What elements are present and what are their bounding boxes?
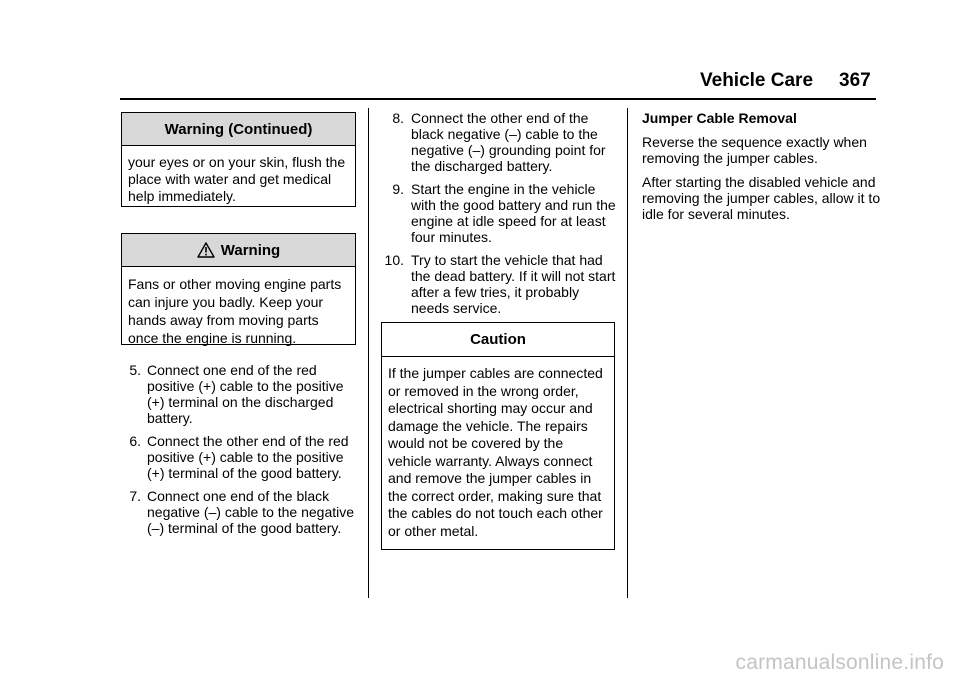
warning-continued-title: Warning (Continued): [122, 113, 355, 146]
section-title: Vehicle Care: [700, 70, 814, 91]
caution-text: If the jumper cables are connected or removed in the wrong order, electrical shorting may occur and damage the vehicle. The repairs would not be covered by the vehicle warranty. Always connect and remove the jumper cables in the correct order, making sure that the cables do not touch each other or other metal.: [388, 365, 603, 539]
step-number: 5.: [129, 362, 141, 378]
step-number: 6.: [129, 433, 141, 449]
step-text: Connect one end of the black negative (–) cable to the negative (–) terminal of the good battery.: [147, 488, 355, 536]
caution-box: [381, 322, 615, 550]
section-heading: Jumper Cable Removal: [642, 110, 797, 126]
steps-list-col2: [384, 110, 616, 323]
paragraph: After starting the disabled vehicle and removing the jumper cables, allow it to idle for several minutes.: [642, 174, 881, 222]
caution-title: Caution: [382, 323, 614, 357]
warning-title: Warning: [220, 241, 281, 259]
watermark: carmanualsonline.info: [735, 651, 944, 674]
warning-continued-box: [121, 112, 356, 207]
page-number: 367: [839, 70, 871, 91]
step-text: Connect one end of the red positive (+) cable to the positive (+) terminal on the discharged battery.: [147, 362, 344, 426]
step-text: Connect the other end of the red positive (+) cable to the positive (+) terminal of the good battery.: [147, 433, 349, 481]
list-item: [384, 181, 616, 245]
jumper-cable-removal-section: [642, 110, 882, 230]
column-divider-1: [368, 108, 369, 598]
step-number: 8.: [392, 110, 404, 126]
list-item: [127, 488, 357, 536]
step-number: 10.: [384, 252, 404, 268]
step-text: Connect the other end of the black negative (–) cable to the negative (–) grounding point for the discharged battery.: [411, 110, 606, 174]
page-header: [700, 70, 871, 92]
list-item: [384, 110, 616, 174]
column-divider-2: [627, 108, 628, 598]
header-rule: [120, 98, 876, 100]
warning-triangle-icon: [197, 242, 215, 258]
list-item: [127, 433, 357, 481]
steps-list-col1: [127, 362, 357, 543]
warning-continued-text: your eyes or on your skin, flush the place with water and get medical help immediately.: [128, 154, 346, 204]
warning-box: [121, 233, 356, 345]
step-number: 9.: [392, 181, 404, 197]
list-item: [127, 362, 357, 426]
list-item: [384, 252, 616, 316]
warning-text: Fans or other moving engine parts can injure you badly. Keep your hands away from moving parts once the engine is running.: [128, 276, 342, 346]
step-number: 7.: [129, 488, 141, 504]
step-text: Start the engine in the vehicle with the good battery and run the engine at idle speed for at least four minutes.: [411, 181, 616, 245]
paragraph: Reverse the sequence exactly when removing the jumper cables.: [642, 134, 867, 166]
step-text: Try to start the vehicle that had the dead battery. If it will not start after a few tries, it probably needs service.: [411, 252, 616, 316]
warning-header: [122, 234, 355, 267]
